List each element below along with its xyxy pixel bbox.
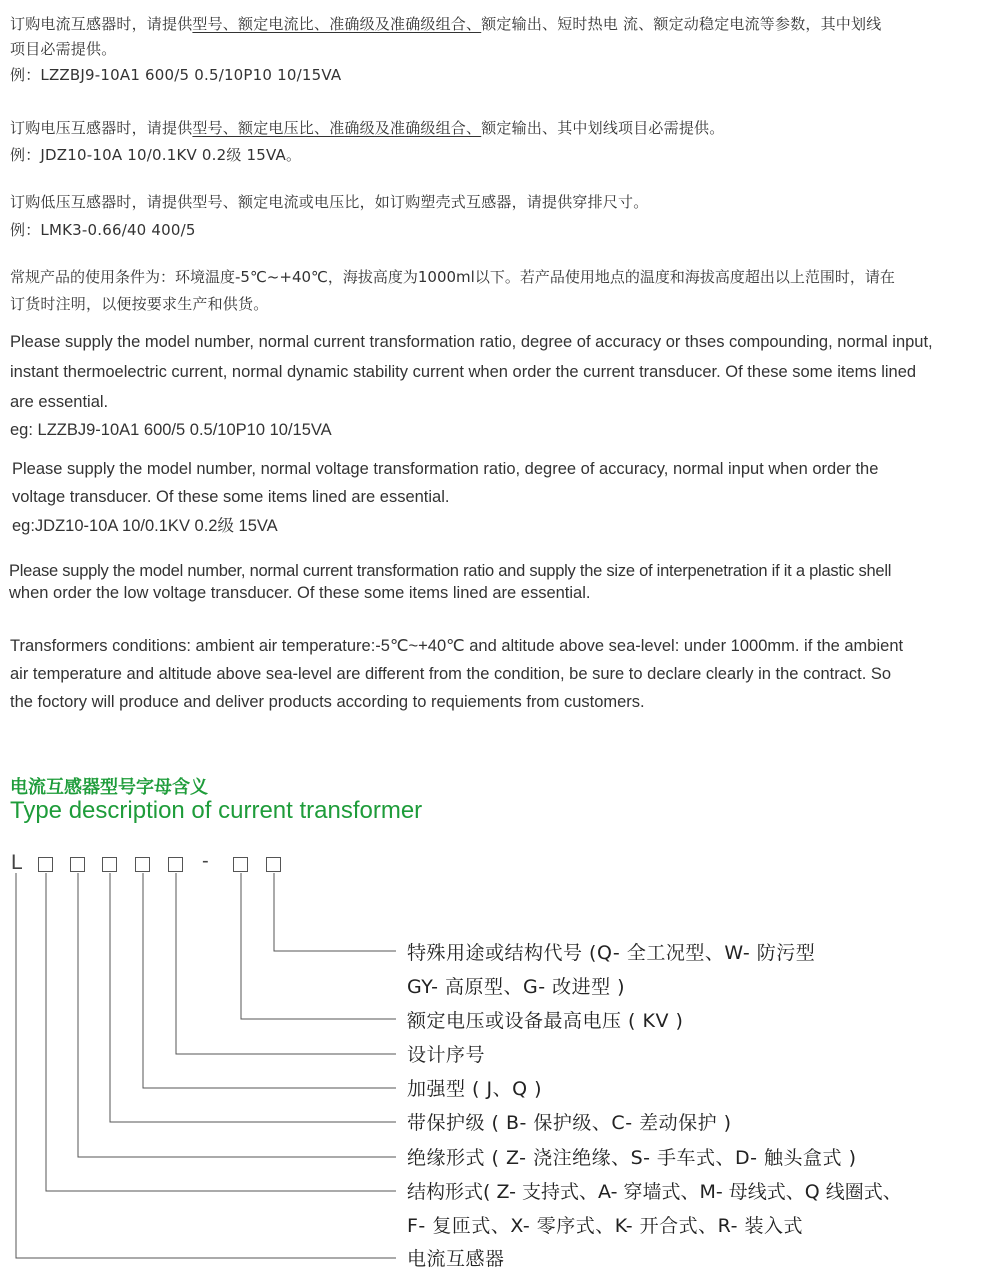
- legend-reinforced-type: 加强型 ( J、Q ): [407, 1078, 543, 1100]
- text-segment: 订购电压互感器时，请提供: [10, 119, 193, 137]
- code-dash: -: [202, 850, 209, 872]
- low-voltage-example-zh: 例：LMK3-0.66/40 400/5: [10, 221, 196, 239]
- low-voltage-order-paragraph-zh: 订购低压互感器时，请提供型号、额定电流或电压比，如订购塑壳式互感器，请提供穿排尺寸。: [10, 193, 649, 211]
- conditions-paragraph-zh-line1: 常规产品的使用条件为：环境温度-5℃~+40℃，海拔高度为1000ml以下。若产品使用地点的温度和海拔高度超出以上范围时，请在: [10, 268, 895, 286]
- current-order-paragraph-zh-line2: 项目必需提供。: [10, 40, 117, 58]
- conditions-paragraph-zh-line2: 订货时注明，以便按要求生产和供货。: [10, 295, 269, 313]
- section-title-en: Type description of current transformer: [10, 797, 423, 824]
- connector-line: [110, 873, 396, 1122]
- voltage-example-en: eg:JDZ10-10A 10/0.1KV 0.2级 15VA: [12, 517, 278, 535]
- connector-line: [274, 873, 396, 951]
- text-segment: 订购电流互感器时，请提供: [10, 15, 193, 33]
- conditions-paragraph-en-line1: Transformers conditions: ambient air temperature:-5℃~+40℃ and altitude above sea-level: under 1000mm. if the ambient: [10, 637, 904, 655]
- current-example-en: eg: LZZBJ9-10A1 600/5 0.5/10P10 10/15VA: [10, 421, 332, 439]
- connector-line: [241, 873, 396, 1019]
- connector-line: [143, 873, 396, 1088]
- connector-line: [16, 873, 396, 1258]
- current-example-zh: 例：LZZBJ9-10A1 600/5 0.5/10P10 10/15VA: [10, 66, 342, 84]
- low-voltage-paragraph-en-line1: Please supply the model number, normal current transformation ratio and supply the size of interpenetration if it a plastic shell: [9, 562, 892, 580]
- conditions-paragraph-en-line3: the foctory will produce and deliver products according to requiements from customers.: [10, 693, 645, 711]
- underlined-segment: 型号、额定电流比、准确级及准确级组合、: [192, 15, 482, 33]
- legend-structure-form-cont: F- 复匝式、X- 零序式、K- 开合式、R- 装入式: [407, 1215, 803, 1237]
- current-order-paragraph-en-line2: instant thermoelectric current, normal dynamic stability current when order the current transducer. Of these some items lined: [10, 363, 917, 381]
- voltage-order-paragraph-en-line1: Please supply the model number, normal voltage transformation ratio, degree of accuracy, normal input when order the: [12, 460, 879, 478]
- underlined-segment: 型号、额定电压比、准确级及准确级组合、: [192, 119, 482, 137]
- current-order-paragraph-en-line1: Please supply the model number, normal current transformation ratio, degree of accuracy or thses compounding, normal input,: [10, 333, 933, 351]
- voltage-example-zh: 例：JDZ10-10A 10/0.1KV 0.2级 15VA。: [10, 146, 302, 164]
- legend-rated-voltage: 额定电压或设备最高电压 ( KV ): [407, 1010, 684, 1032]
- code-prefix-letter: L: [11, 851, 23, 874]
- connector-line: [46, 873, 396, 1191]
- connector-line: [176, 873, 396, 1054]
- connector-line: [78, 873, 396, 1157]
- legend-design-number: 设计序号: [407, 1044, 486, 1066]
- legend-special-use: 特殊用途或结构代号 (Q- 全工况型、W- 防污型: [407, 942, 816, 964]
- current-order-paragraph-en-line3: are essential.: [10, 393, 109, 411]
- low-voltage-paragraph-en-line2: when order the low voltage transducer. Of these some items lined are essential.: [9, 584, 591, 602]
- text-segment: 额定输出、其中划线项目必需提供。: [481, 119, 725, 137]
- legend-current-transformer: 电流互感器: [407, 1248, 505, 1270]
- legend-protection-class: 带保护级 ( B- 保护级、C- 差动保护 ): [407, 1112, 732, 1134]
- legend-structure-form: 结构形式( Z- 支持式、A- 穿墙式、M- 母线式、Q 线圈式、: [407, 1181, 902, 1203]
- legend-special-use-cont: GY- 高原型、G- 改进型 ): [407, 976, 626, 998]
- conditions-paragraph-en-line2: air temperature and altitude above sea-level are different from the condition, be sure to declare clearly in the contract. So: [10, 665, 892, 683]
- text-segment: 额定输出、短时热电 流、额定动稳定电流等参数，其中划线: [481, 15, 882, 33]
- legend-insulation-form: 绝缘形式 ( Z- 浇注绝缘、S- 手车式、D- 触头盒式 ): [407, 1147, 857, 1169]
- voltage-order-paragraph-en-line2: voltage transducer. Of these some items lined are essential.: [12, 488, 450, 506]
- section-title-zh: 电流互感器型号字母含义: [10, 777, 208, 798]
